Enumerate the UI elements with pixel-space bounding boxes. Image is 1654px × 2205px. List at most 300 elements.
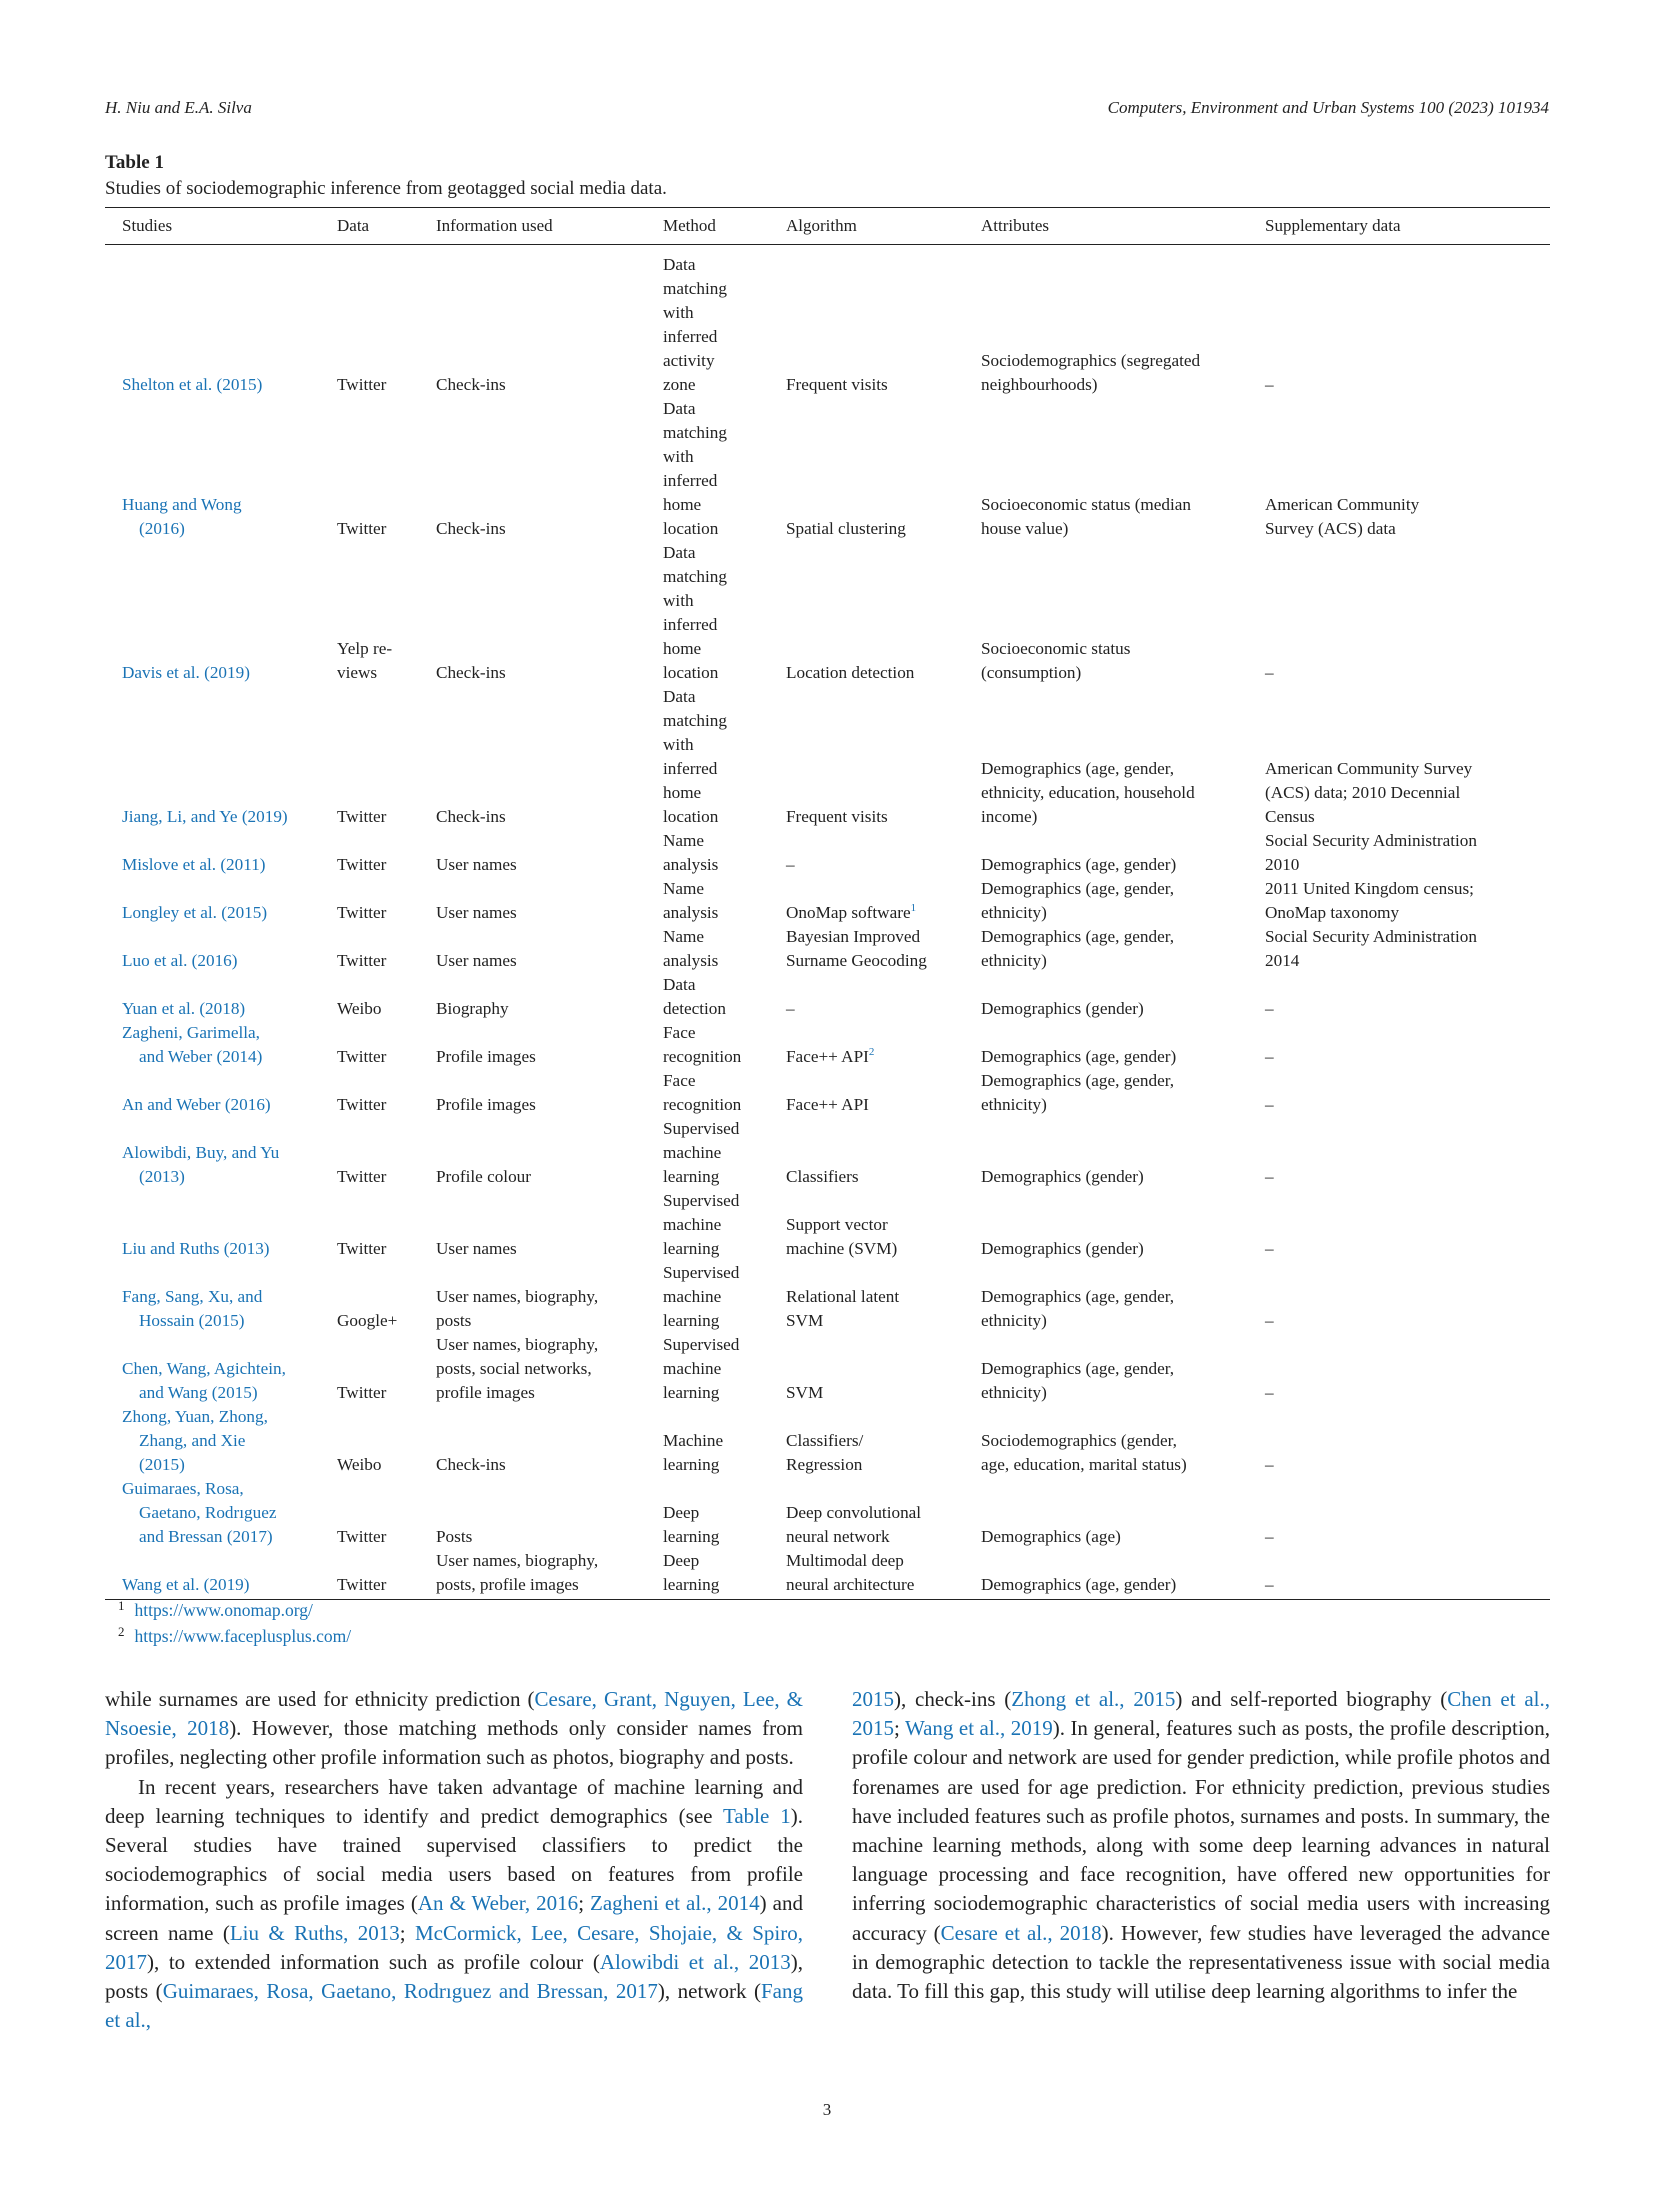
header-studies: Studies	[122, 216, 173, 235]
cell-attributes-line: Demographics (gender)	[981, 1167, 1144, 1186]
cell-study-line: Fang, Sang, Xu, and	[122, 1287, 263, 1306]
text-run: ), posts (	[105, 1949, 803, 2004]
cell-algorithm-line: SVM	[786, 1383, 824, 1402]
cell-method-line: recognition	[663, 1047, 742, 1066]
cell-information-used	[436, 997, 509, 1021]
cell-study[interactable]	[122, 1093, 271, 1117]
cell-data-line: views	[337, 663, 378, 682]
cell-method-line: analysis	[663, 951, 719, 970]
cell-algorithm-line: Location detection	[786, 663, 915, 682]
cell-attributes-line: ethnicity)	[981, 1311, 1047, 1330]
cell-attributes-line: Demographics (age, gender,	[981, 1071, 1175, 1090]
cell-supplementary-line: –	[1265, 999, 1274, 1018]
cell-study[interactable]	[122, 1477, 276, 1549]
cell-study[interactable]	[122, 997, 245, 1021]
cell-information-used	[436, 1549, 598, 1597]
cell-supplementary-line: –	[1265, 663, 1274, 682]
cell-method-line: zone	[663, 375, 696, 394]
cell-information-used	[436, 1525, 472, 1549]
text-run: ) and self-reported biography (	[1175, 1687, 1448, 1711]
cell-data-line: Twitter	[337, 903, 387, 922]
cell-study-line: (2016)	[139, 519, 185, 538]
cell-data	[337, 1237, 386, 1261]
cell-method-line: machine	[663, 1359, 722, 1378]
paragraph-left-2	[105, 1773, 803, 2036]
cell-method-line: Face	[663, 1071, 696, 1090]
cell-study-line: Luo et al. (2016)	[122, 951, 238, 970]
cell-method-line: machine	[663, 1287, 722, 1306]
cell-supplementary-line: –	[1265, 375, 1274, 394]
table-row	[105, 541, 1550, 685]
cell-method-line: activity	[663, 351, 715, 370]
cell-supplementary	[1265, 1309, 1274, 1333]
cell-method-line: learning	[663, 1527, 720, 1546]
cell-method	[663, 1261, 739, 1333]
citation-link[interactable]: Cesare, Grant, Nguyen, Lee, & Nsoesie, 2018	[105, 1687, 803, 1741]
table-header	[105, 208, 1550, 244]
cell-method	[663, 829, 718, 877]
cell-method-line: learning	[663, 1575, 720, 1594]
cell-data	[337, 517, 386, 541]
cell-attributes-line: Demographics (age, gender,	[981, 879, 1175, 898]
cell-algorithm	[786, 1501, 921, 1549]
footnote-1-link[interactable]: https://www.onomap.org/	[134, 1600, 313, 1620]
cell-method-line: Deep	[663, 1551, 700, 1570]
cell-method-line: Deep	[663, 1503, 700, 1522]
cell-method-line: matching	[663, 567, 727, 586]
cell-algorithm	[786, 517, 906, 541]
cell-information-used-line: Check-ins	[436, 807, 506, 826]
cell-information-used-line: Check-ins	[436, 1455, 506, 1474]
cell-study-line: Shelton et al. (2015)	[122, 375, 263, 394]
text-run: ;	[894, 1716, 905, 1741]
cell-attributes-line: house value)	[981, 519, 1069, 538]
cell-data-line: Twitter	[337, 1167, 387, 1186]
cell-method-line: Supervised	[663, 1263, 740, 1282]
cell-information-used-line: User names, biography,	[436, 1335, 599, 1354]
cell-information-used	[436, 901, 517, 925]
cell-study-line: Guimaraes, Rosa,	[122, 1479, 244, 1498]
table-row	[105, 1021, 1550, 1069]
cell-attributes-line: neighbourhoods)	[981, 375, 1098, 394]
cell-algorithm	[786, 1165, 859, 1189]
cell-data-line: Weibo	[337, 999, 382, 1018]
cell-supplementary-line: Survey (ACS) data	[1265, 519, 1396, 538]
cell-method-line: learning	[663, 1383, 720, 1402]
cell-data-line: Twitter	[337, 807, 387, 826]
cell-information-used-line: User names	[436, 1239, 517, 1258]
text-run: ), check-ins (	[894, 1687, 1012, 1711]
cell-data	[337, 1165, 386, 1189]
table-caption: Studies of sociodemographic inference from geotagged social media data.	[105, 178, 667, 199]
cell-supplementary	[1265, 493, 1419, 541]
cell-data	[337, 1525, 386, 1549]
cell-information-used	[436, 1285, 598, 1333]
cell-study[interactable]	[122, 1237, 270, 1261]
cell-method-line: with	[663, 591, 694, 610]
cell-data-line: Twitter	[337, 1575, 387, 1594]
cell-algorithm	[786, 997, 795, 1021]
running-head-authors: H. Niu and E.A. Silva	[105, 98, 252, 117]
cell-attributes	[981, 757, 1195, 829]
cell-attributes-line: Demographics (age, gender,	[981, 1359, 1175, 1378]
cell-algorithm-line: Support vector	[786, 1215, 888, 1234]
citation-link[interactable]: 2015	[852, 1687, 894, 1711]
cell-supplementary	[1265, 829, 1477, 877]
cell-method-line: location	[663, 519, 719, 538]
cell-information-used-line: User names	[436, 855, 517, 874]
table-row	[105, 877, 1550, 925]
cell-supplementary	[1265, 1453, 1274, 1477]
cell-study[interactable]	[122, 1357, 286, 1405]
cell-supplementary-line: Social Security Administration	[1265, 927, 1477, 946]
cell-attributes	[981, 1573, 1176, 1597]
cell-method-line: with	[663, 303, 694, 322]
cell-supplementary	[1265, 1093, 1274, 1117]
cell-study-line: and Weber (2014)	[139, 1047, 263, 1066]
cell-algorithm	[786, 1429, 863, 1477]
cell-study[interactable]	[122, 805, 288, 829]
cell-algorithm-line: Face++ API	[786, 1095, 869, 1114]
cell-supplementary-line: –	[1265, 1527, 1274, 1546]
cell-data	[337, 997, 381, 1021]
cell-supplementary-line: 2014	[1265, 951, 1300, 970]
cell-algorithm	[786, 1213, 897, 1261]
cell-method	[663, 1429, 723, 1477]
cell-information-used-line: User names, biography,	[436, 1551, 599, 1570]
cell-information-used	[436, 853, 517, 877]
table-row	[105, 829, 1550, 877]
cell-information-used-line: posts, profile images	[436, 1575, 579, 1594]
cell-algorithm	[786, 1381, 823, 1405]
cell-algorithm	[786, 901, 916, 925]
cell-attributes-line: Demographics (age, gender,	[981, 927, 1175, 946]
cell-supplementary-line: –	[1265, 1311, 1274, 1330]
cell-data-line: Yelp re-	[337, 639, 393, 658]
table-body	[105, 245, 1550, 1599]
cell-study[interactable]	[122, 1405, 268, 1477]
cell-attributes	[981, 877, 1174, 925]
cell-attributes-line: ethnicity)	[981, 1095, 1047, 1114]
cell-algorithm-line: Surname Geocoding	[786, 951, 927, 970]
table-row	[105, 1405, 1550, 1477]
table-label: Table 1	[105, 152, 164, 173]
citation-link[interactable]: Guimaraes, Rosa, Gaetano, Rodrıguez and Bressan, 2017	[162, 1979, 658, 2004]
header-supplementary-data: Supplementary data	[1265, 216, 1401, 235]
cell-method	[663, 1549, 719, 1597]
cell-information-used-line: User names	[436, 951, 517, 970]
cell-study-line: and Wang (2015)	[139, 1383, 258, 1402]
cell-method-line: inferred	[663, 471, 718, 490]
cell-information-used	[436, 949, 517, 973]
cell-attributes-line: (consumption)	[981, 663, 1082, 682]
cell-method-line: machine	[663, 1143, 722, 1162]
cell-method-line: learning	[663, 1311, 720, 1330]
cell-attributes	[981, 493, 1191, 541]
cell-method-line: home	[663, 495, 702, 514]
cell-information-used-line: posts, social networks,	[436, 1359, 592, 1378]
cell-method-line: Face	[663, 1023, 696, 1042]
citation-link[interactable]: Wang et al., 2019	[904, 1716, 1053, 1741]
cell-attributes	[981, 1525, 1121, 1549]
cell-method-line: matching	[663, 279, 727, 298]
cell-method	[663, 925, 718, 973]
cell-study[interactable]	[122, 949, 238, 973]
cell-supplementary-line: (ACS) data; 2010 Decennial	[1265, 783, 1461, 802]
cell-attributes-line: ethnicity, education, household	[981, 783, 1195, 802]
cell-supplementary	[1265, 373, 1274, 397]
cell-attributes	[981, 1069, 1174, 1117]
cell-study[interactable]	[122, 901, 267, 925]
cell-method	[663, 685, 727, 829]
cell-supplementary-line: American Community	[1265, 495, 1420, 514]
cell-study-line: Huang and Wong	[122, 495, 242, 514]
cell-information-used	[436, 1333, 598, 1405]
cell-method-line: inferred	[663, 759, 718, 778]
cell-study-line: Jiang, Li, and Ye (2019)	[122, 807, 288, 826]
cell-data-line: Twitter	[337, 1095, 387, 1114]
cell-supplementary-line: –	[1265, 1047, 1274, 1066]
cell-attributes-line: Sociodemographics (segregated	[981, 351, 1201, 370]
footnote-marker[interactable]: 1	[910, 902, 917, 914]
cell-information-used	[436, 517, 506, 541]
cell-information-used-line: Check-ins	[436, 519, 506, 538]
cell-supplementary-line: 2010	[1265, 855, 1300, 874]
cell-algorithm-line: neural architecture	[786, 1575, 915, 1594]
cell-supplementary-line: –	[1265, 1167, 1274, 1186]
cell-algorithm-line: Classifiers	[786, 1167, 859, 1186]
cell-attributes-line: ethnicity)	[981, 951, 1047, 970]
body-left-column	[105, 1685, 803, 2035]
cell-method	[663, 973, 726, 1021]
cell-study[interactable]	[122, 1021, 262, 1069]
cell-method	[663, 541, 727, 685]
cell-supplementary	[1265, 1525, 1274, 1549]
table-row	[105, 1477, 1550, 1549]
cell-attributes	[981, 637, 1130, 685]
cell-attributes-line: Demographics (age, gender)	[981, 1575, 1177, 1594]
cell-algorithm-line: Frequent visits	[786, 375, 888, 394]
cell-data	[337, 1573, 386, 1597]
cell-information-used-line: Posts	[436, 1527, 473, 1546]
cell-information-used-line: User names	[436, 903, 517, 922]
cell-algorithm	[786, 805, 888, 829]
cell-attributes	[981, 1357, 1174, 1405]
cell-study-line: Mislove et al. (2011)	[122, 855, 266, 874]
cell-method	[663, 1021, 741, 1069]
citation-link[interactable]: McCormick, Lee, Cesare, Shojaie, & Spiro, 2017	[105, 1920, 804, 1974]
cell-algorithm	[786, 661, 914, 685]
cell-algorithm-line: Bayesian Improved	[786, 927, 921, 946]
cell-information-used	[436, 1165, 531, 1189]
cell-method-line: recognition	[663, 1095, 742, 1114]
cell-method-line: with	[663, 735, 694, 754]
cell-method-line: learning	[663, 1167, 720, 1186]
cell-algorithm-line: Deep convolutional	[786, 1503, 922, 1522]
header-attributes: Attributes	[981, 216, 1049, 235]
cell-algorithm-line: Face++ $API^2$	[786, 1046, 875, 1066]
cell-supplementary	[1265, 1045, 1274, 1069]
cell-data	[337, 1309, 397, 1333]
cell-data	[337, 1381, 386, 1405]
cell-data-line: Twitter	[337, 1047, 387, 1066]
cell-attributes	[981, 997, 1144, 1021]
cell-study[interactable]	[122, 1141, 279, 1189]
table-row	[105, 1549, 1550, 1597]
cell-information-used-line: posts	[436, 1311, 472, 1330]
cell-algorithm-line: Spatial clustering	[786, 519, 906, 538]
cell-study-line: Yuan et al. (2018)	[122, 999, 246, 1018]
cell-method	[663, 1189, 739, 1261]
cell-attributes-line: Demographics (gender)	[981, 999, 1144, 1018]
cell-study-line: Chen, Wang, Agichtein,	[122, 1359, 286, 1378]
cell-supplementary-line: 2011 United Kingdom census;	[1265, 879, 1474, 898]
cell-attributes-line: Demographics (gender)	[981, 1239, 1144, 1258]
cell-study[interactable]	[122, 661, 250, 685]
cell-study-line: Liu and Ruths (2013)	[122, 1239, 270, 1258]
cell-supplementary-line: –	[1265, 1239, 1274, 1258]
cell-attributes	[981, 1429, 1187, 1477]
text-run: ). Several studies have trained supervised classifiers to predict the sociodemographics of social media users based on features from profile information, such as profile images (	[105, 1803, 804, 1916]
cell-method	[663, 1333, 739, 1405]
header-data: Data	[337, 216, 370, 235]
citation-link[interactable]: Liu & Ruths, 2013	[229, 1920, 400, 1945]
cell-method-line: Supervised	[663, 1335, 740, 1354]
cell-algorithm-line: SVM	[786, 1311, 824, 1330]
cell-study-line: and Bressan (2017)	[139, 1527, 273, 1546]
cell-study-line: Gaetano, Rodrıguez	[139, 1503, 277, 1522]
cell-algorithm	[786, 1549, 914, 1597]
cell-attributes-line: Socioeconomic status	[981, 639, 1131, 658]
cell-attributes-line: Demographics (age, gender)	[981, 1047, 1177, 1066]
text-run: ). However, few studies have leveraged the advance in demographic detection to tackle the representativeness issue with social media data. To fill this gap, this study will utilise deep learning algorithms to infer the	[852, 1920, 1551, 2004]
cell-supplementary	[1265, 661, 1274, 685]
citation-link[interactable]: Zagheni et al., 2014	[590, 1891, 760, 1916]
cell-algorithm-line: neural network	[786, 1527, 890, 1546]
cell-supplementary	[1265, 877, 1474, 925]
body-right-column	[852, 1685, 1550, 2006]
cell-study[interactable]	[122, 1285, 262, 1333]
footnote-1	[118, 1598, 313, 1621]
cell-method-line: Supervised	[663, 1191, 740, 1210]
table-row	[105, 685, 1550, 829]
cell-attributes	[981, 1045, 1176, 1069]
cell-attributes	[981, 925, 1174, 973]
citation-link[interactable]: Table 1	[723, 1803, 791, 1828]
cell-supplementary-line: –	[1265, 1455, 1274, 1474]
cell-supplementary-line: –	[1265, 1575, 1274, 1594]
cell-method-line: Machine	[663, 1431, 724, 1450]
cell-method-line: Data	[663, 399, 696, 418]
table-row	[105, 925, 1550, 973]
cell-study[interactable]	[122, 493, 242, 541]
table-row	[105, 397, 1550, 541]
cell-attributes-line: income)	[981, 807, 1038, 826]
cell-study-line: (2015)	[139, 1455, 185, 1474]
cell-supplementary-line: Social Security Administration	[1265, 831, 1477, 850]
cell-study[interactable]	[122, 1573, 249, 1597]
cell-method-line: inferred	[663, 327, 718, 346]
cell-algorithm-line: –	[786, 999, 795, 1018]
cell-data	[337, 1453, 381, 1477]
cell-attributes-line: Demographics (age, gender,	[981, 1287, 1175, 1306]
cell-method-line: analysis	[663, 855, 719, 874]
cell-method-line: learning	[663, 1455, 720, 1474]
table-row	[105, 1069, 1550, 1117]
cell-study[interactable]	[122, 853, 266, 877]
cell-method-line: with	[663, 447, 694, 466]
cell-method-line: Data	[663, 543, 696, 562]
cell-supplementary-line: OnoMap taxonomy	[1265, 903, 1400, 922]
cell-supplementary	[1265, 1381, 1274, 1405]
cell-attributes	[981, 1165, 1144, 1189]
cell-attributes	[981, 1237, 1144, 1261]
cell-data-line: Twitter	[337, 1239, 387, 1258]
table-bottom-rule	[105, 1599, 1550, 1600]
cell-algorithm	[786, 1093, 869, 1117]
citation-link[interactable]: Zhong et al., 2015	[1011, 1687, 1176, 1711]
cell-algorithm-line: Regression	[786, 1455, 863, 1474]
footnote-2-number: 2	[118, 1624, 125, 1639]
cell-attributes-line: ethnicity)	[981, 1383, 1047, 1402]
cell-data	[337, 373, 386, 397]
cell-supplementary	[1265, 1573, 1274, 1597]
cell-algorithm-line: machine (SVM)	[786, 1239, 898, 1258]
cell-method-line: Data	[663, 255, 696, 274]
cell-method-line: Name	[663, 879, 705, 898]
cell-method	[663, 1069, 741, 1117]
cell-algorithm	[786, 925, 927, 973]
header-algorithm: Algorithm	[786, 216, 857, 235]
cell-algorithm	[786, 853, 795, 877]
cell-method-line: home	[663, 783, 702, 802]
citation-link[interactable]: Cesare et al., 2018	[940, 1920, 1102, 1945]
cell-algorithm-line: OnoMap software$^1$	[786, 902, 917, 922]
footnote-marker[interactable]: 2	[868, 1046, 875, 1058]
citation-link[interactable]: Fang et al.,	[105, 1979, 803, 2033]
footnote-2-link[interactable]: https://www.faceplusplus.com/	[134, 1626, 352, 1646]
table-row	[105, 1189, 1550, 1261]
cell-algorithm	[786, 373, 888, 397]
citation-link[interactable]: An & Weber, 2016	[417, 1891, 579, 1916]
cell-information-used-line: Profile colour	[436, 1167, 531, 1186]
text-run: ), network (	[657, 1979, 761, 2004]
running-head-journal: Computers, Environment and Urban Systems 100 (2023) 101934	[1107, 98, 1549, 117]
citation-link[interactable]: Alowibdi et al., 2013	[599, 1949, 791, 1974]
cell-method-line: matching	[663, 423, 727, 442]
cell-algorithm-line: Frequent visits	[786, 807, 888, 826]
header-information-used: Information used	[436, 216, 553, 235]
citation-link[interactable]: Chen et al., 2015	[852, 1687, 1551, 1741]
cell-information-used	[436, 1453, 506, 1477]
text-run: ) and screen name (	[105, 1891, 803, 1945]
table-row	[105, 1261, 1550, 1333]
cell-method	[663, 1117, 739, 1189]
cell-data-line: Weibo	[337, 1455, 382, 1474]
running-head	[105, 98, 1549, 122]
cell-method	[663, 877, 718, 925]
cell-method-line: detection	[663, 999, 726, 1018]
text-run: ;	[578, 1891, 591, 1916]
cell-study[interactable]	[122, 373, 262, 397]
cell-attributes-line: Sociodemographics (gender,	[981, 1431, 1177, 1450]
cell-supplementary	[1265, 997, 1274, 1021]
footnote-2	[118, 1624, 351, 1647]
cell-study-line: Longley et al. (2015)	[122, 903, 268, 922]
cell-information-used-line: Profile images	[436, 1095, 536, 1114]
cell-supplementary	[1265, 757, 1472, 829]
cell-data	[337, 805, 386, 829]
